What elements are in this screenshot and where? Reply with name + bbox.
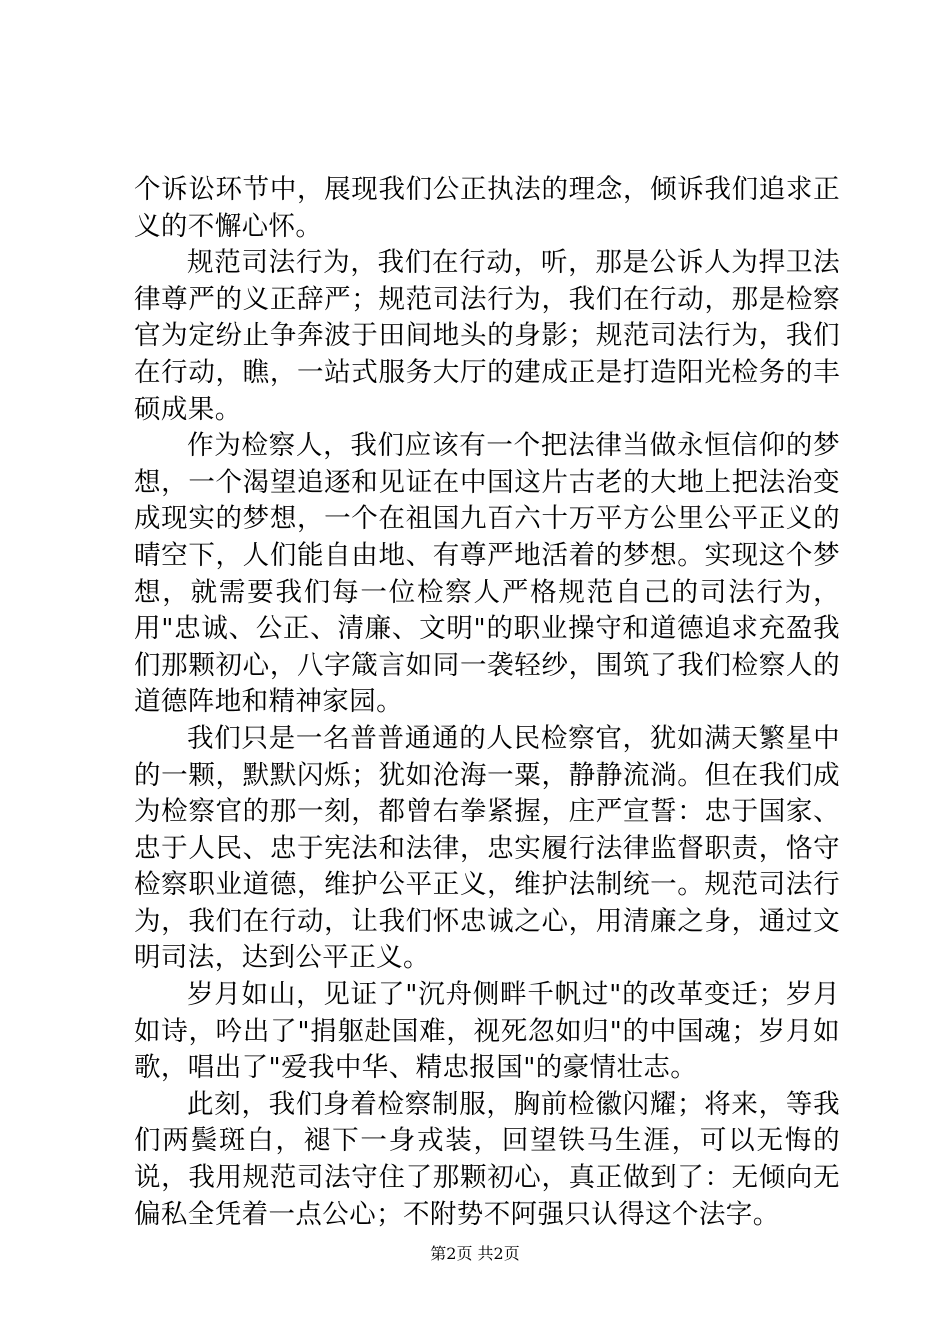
paragraph: 作为检察人，我们应该有一个把法律当做永恒信仰的梦想，一个渴望追逐和见证在中国这片古老的大地上把法治变成现实的梦想，一个在祖国九百六十万平方公里公平正义的晴空下，人们能自由地、有尊严地活着的梦想。实现这个梦想，就需要我们每一位检察人严格规范自己的司法行为，用"忠诚、公正、清廉、文明"的职业操守和道德追求充盈我们那颗初心，八字箴言如同一袭轻纱，围筑了我们检察人的道德阵地和精神家园。 xyxy=(134,430,840,718)
paragraph: 规范司法行为，我们在行动，听，那是公诉人为捍卫法律尊严的义正辞严；规范司法行为，我们在行动，那是检察官为定纷止争奔波于田间地头的身影；规范司法行为，我们在行动，瞧，一站式服务大厅的建成正是打造阳光检务的丰硕成果。 xyxy=(134,247,840,425)
paragraph: 此刻，我们身着检察制服，胸前检徽闪耀；将来，等我们两鬓斑白，褪下一身戎装，回望铁马生涯，可以无悔的说，我用规范司法守住了那颗初心，真正做到了：无倾向无偏私全凭着一点公心；不附势不阿强只认得这个法字。 xyxy=(134,1088,840,1230)
document-body xyxy=(134,172,840,1233)
page-number-label: 第2页 共2页 xyxy=(430,1244,520,1263)
page-footer xyxy=(0,1243,950,1265)
paragraph-continued: 个诉讼环节中，展现我们公正执法的理念，倾诉我们追求正义的不懈心怀。 xyxy=(134,174,840,242)
paragraph: 岁月如山，见证了"沉舟侧畔千帆过"的改革变迁；岁月如诗，吟出了"捐躯赴国难，视死忽如归"的中国魂；岁月如歌，唱出了"爱我中华、精忠报国"的豪情壮志。 xyxy=(134,979,840,1084)
paragraph: 我们只是一名普普通通的人民检察官，犹如满天繁星中的一颗，默默闪烁；犹如沧海一粟，静静流淌。但在我们成为检察官的那一刻，都曾右拳紧握，庄严宣誓：忠于国家、忠于人民、忠于宪法和法律，忠实履行法律监督职责，恪守检察职业道德，维护公平正义，维护法制统一。规范司法行为，我们在行动，让我们怀忠诚之心，用清廉之身，通过文明司法，达到公平正义。 xyxy=(134,722,840,974)
